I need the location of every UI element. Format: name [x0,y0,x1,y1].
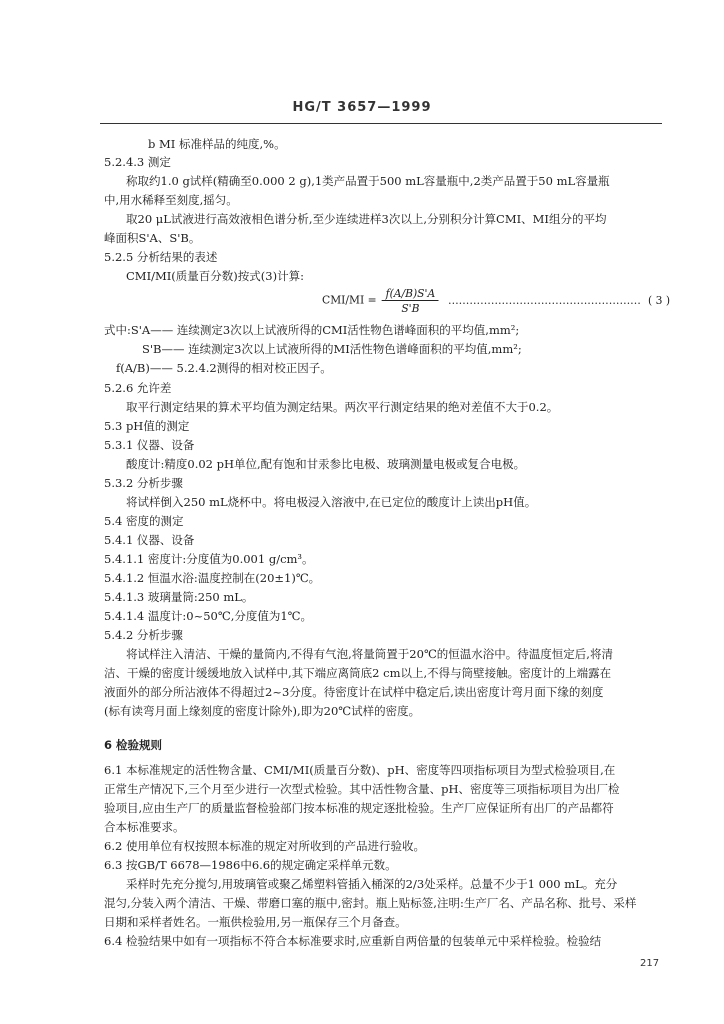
text-line: 6.4 检验结果中如有一项指标不符合本标准要求时,应重新自两倍量的包装单元中采样检验。检验结 [104,934,602,948]
text-line: 酸度计:精度0.02 pH单位,配有饱和甘汞参比电极、玻璃测量电极或复合电极。 [126,457,526,471]
text-line: f(A/B)—— 5.2.4.2测得的相对校正因子。 [116,361,332,375]
text-line: 5.4.1.2 恒温水浴:温度控制在(20±1)℃。 [104,571,321,585]
text-line: 采样时先充分搅匀,用玻璃管或聚乙烯塑料管插入桶深的2/3处采样。总量不少于1 000 mL。充分 [126,877,618,891]
text-line: S'B—— 连续测定3次以上试液所得的MI活性物色谱峰面积的平均值,mm²; [142,342,522,356]
standard-header: HG/T 3657—1999 [292,100,432,115]
section-heading: 5.4.2 分析步骤 [104,628,183,642]
text-line: (标有读弯月面上缘刻度的密度计除外),即为20℃试样的密度。 [104,704,421,718]
text-line: 5.4.1.1 密度计:分度值为0.001 g/cm³。 [104,552,314,566]
formula-3 [322,286,670,315]
text-line: 5.4.1.3 玻璃量筒:250 mL。 [104,590,254,604]
text-line: 将试样倒入250 mL烧杯中。将电极浸入溶液中,在已定位的酸度计上读出pH值。 [126,495,537,509]
header-rule [100,123,662,124]
formula-number: ( 3 ) [648,292,671,307]
text-line: 液面外的部分所沾液体不得超过2~3分度。待密度计在试样中稳定后,读出密度计弯月面下缘的刻度 [104,685,604,699]
text-line: 中,用水稀释至刻度,摇匀。 [104,193,238,207]
text-line: 正常生产情况下,三个月至少进行一次型式检验。其中活性物含量、pH、密度等三项指标项目为出厂检 [104,782,620,796]
section-heading: 5.2.5 分析结果的表述 [104,250,218,264]
text-line: 日期和采样者姓名。一瓶供检验用,另一瓶保存三个月备查。 [104,915,407,929]
text-line: 称取约1.0 g试样(精确至0.000 2 g),1类产品置于500 mL容量瓶中,2类产品置于50 mL容量瓶 [126,174,610,188]
text-line: b MI 标准样品的纯度,%。 [148,137,286,151]
section-heading: 5.2.6 允许差 [104,381,172,395]
text-line: 洁、干燥的密度计缓缓地放入试样中,其下端应离筒底2 cm以上,不得与筒壁接触。密度计的上端露在 [104,666,612,680]
text-line: 5.4.1.4 温度计:0~50℃,分度值为1℃。 [104,609,313,623]
chapter-heading: 6 检验规则 [104,738,163,752]
text-line: 6.2 使用单位有权按照本标准的规定对所收到的产品进行验收。 [104,839,425,853]
text-line: 6.1 本标准规定的活性物含量、CMI/MI(质量百分数)、pH、密度等四项指标项目为型式检验项目,在 [104,763,616,777]
formula-numerator: f(A/B)S'A [382,286,439,301]
text-line: 峰面积S'A、S'B。 [104,231,201,245]
section-heading: 5.4.1 仪器、设备 [104,533,195,547]
text-line: 取20 μL试液进行高效液相色谱分析,至少连续进样3次以上,分别积分计算CMI、MI组分的平均 [126,212,607,226]
text-line: 6.3 按GB/T 6678—1986中6.6的规定确定采样单元数。 [104,858,397,872]
text-line: 验项目,应由生产厂的质量监督检验部门按本标准的规定逐批检验。生产厂应保证所有出厂的产品都符 [104,801,614,815]
text-line: CMI/MI(质量百分数)按式(3)计算: [126,269,304,283]
text-line: 将试样注入清洁、干燥的量筒内,不得有气泡,将量筒置于20℃的恒温水浴中。待温度恒定后,将清 [126,647,613,661]
section-heading: 5.3.2 分析步骤 [104,476,183,490]
formula-fraction [382,286,439,315]
section-heading: 5.2.4.3 测定 [104,155,171,169]
section-heading: 5.4 密度的测定 [104,514,184,528]
text-line: 混匀,分装入两个清洁、干燥、带磨口塞的瓶中,密封。瓶上贴标签,注明:生产厂名、产品名称、批号、采样 [104,896,637,910]
formula-denominator: S'B [401,301,420,315]
formula-lhs: CMI/MI = [322,292,377,307]
text-line: 合本标准要求。 [104,820,185,834]
formula-leader: ……………………………………………… [447,292,641,307]
text-line: 式中:S'A—— 连续测定3次以上试液所得的CMI活性物色谱峰面积的平均值,mm²; [104,323,520,337]
page-number: 217 [640,958,660,969]
section-heading: 5.3.1 仪器、设备 [104,438,195,452]
text-line: 取平行测定结果的算术平均值为测定结果。两次平行测定结果的绝对差值不大于0.2。 [126,400,559,414]
section-heading: 5.3 pH值的测定 [104,419,190,433]
